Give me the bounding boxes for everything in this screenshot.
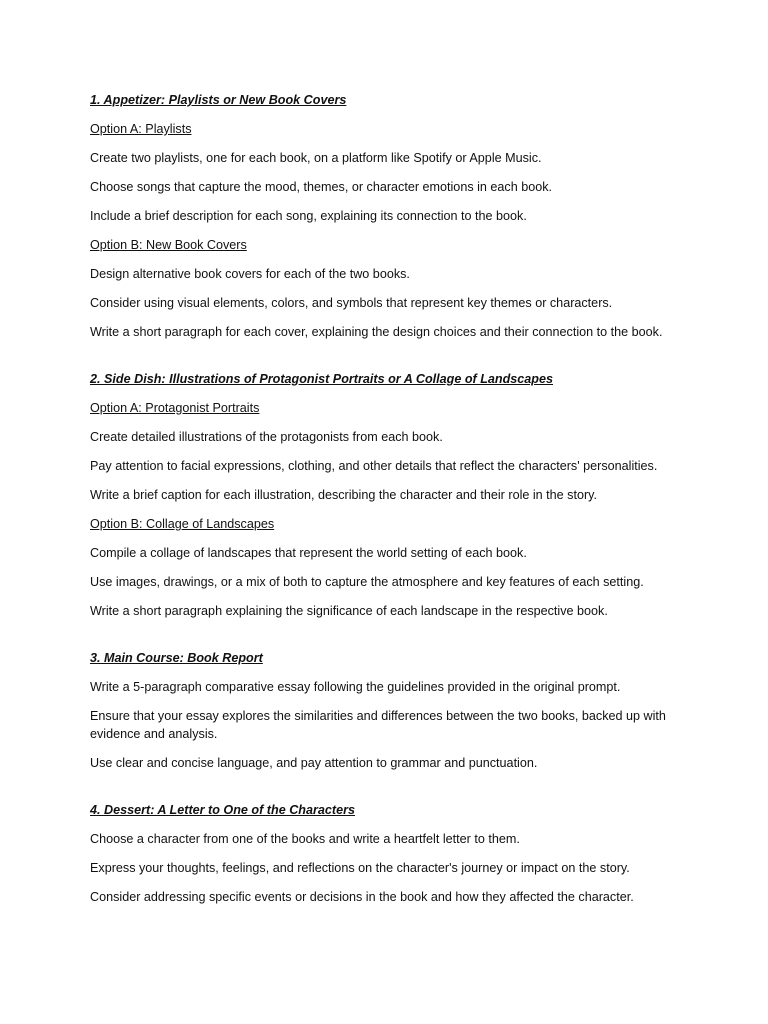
body-line: Write a short paragraph for each cover, explaining the design choices and their connection to the book. bbox=[90, 325, 663, 339]
section-dessert bbox=[90, 802, 690, 907]
body-line: Choose songs that capture the mood, themes, or character emotions in each book. bbox=[90, 180, 553, 194]
section-heading: 2. Side Dish: Illustrations of Protagonist Portraits or A Collage of Landscapes bbox=[90, 372, 554, 386]
section-side-dish bbox=[90, 371, 690, 621]
body-line: Write a 5-paragraph comparative essay following the guidelines provided in the original prompt. bbox=[90, 680, 621, 694]
body-line: Use clear and concise language, and pay attention to grammar and punctuation. bbox=[90, 755, 538, 770]
section-heading: 4. Dessert: A Letter to One of the Characters bbox=[90, 802, 356, 817]
body-line: Design alternative book covers for each of the two books. bbox=[90, 267, 410, 281]
option-heading: Option A: Protagonist Portraits bbox=[90, 401, 260, 415]
body-line: Ensure that your essay explores the similarities and differences between the two books, backed up with evidence and analysis. bbox=[90, 709, 666, 741]
body-line: Create two playlists, one for each book, on a platform like Spotify or Apple Music. bbox=[90, 151, 542, 165]
section-heading: 3. Main Course: Book Report bbox=[90, 651, 263, 665]
section-spacer bbox=[90, 784, 690, 802]
section-spacer bbox=[90, 632, 690, 650]
body-line: Create detailed illustrations of the protagonists from each book. bbox=[90, 430, 443, 444]
body-line: Compile a collage of landscapes that represent the world setting of each book. bbox=[90, 546, 527, 560]
section-main-course bbox=[90, 650, 690, 772]
body-line: Express your thoughts, feelings, and reflections on the character's journey or impact on the story. bbox=[90, 860, 630, 875]
section-heading: 1. Appetizer: Playlists or New Book Covers bbox=[90, 93, 347, 107]
body-line: Use images, drawings, or a mix of both to capture the atmosphere and key features of each setting. bbox=[90, 575, 644, 589]
body-line: Consider using visual elements, colors, and symbols that represent key themes or characters. bbox=[90, 296, 613, 310]
body-line: Choose a character from one of the books and write a heartfelt letter to them. bbox=[90, 831, 520, 846]
option-heading: Option B: New Book Covers bbox=[90, 238, 247, 252]
body-line: Pay attention to facial expressions, clothing, and other details that reflect the characters' personalities. bbox=[90, 459, 658, 473]
body-line: Write a short paragraph explaining the significance of each landscape in the respective book. bbox=[90, 604, 608, 618]
document-page bbox=[90, 92, 690, 918]
option-heading: Option A: Playlists bbox=[90, 122, 192, 136]
body-line: Include a brief description for each song, explaining its connection to the book. bbox=[90, 209, 527, 223]
section-spacer bbox=[90, 353, 690, 371]
body-line: Write a brief caption for each illustration, describing the character and their role in the story. bbox=[90, 488, 598, 502]
section-appetizer bbox=[90, 92, 690, 342]
body-line: Consider addressing specific events or decisions in the book and how they affected the character. bbox=[90, 889, 634, 904]
option-heading: Option B: Collage of Landscapes bbox=[90, 517, 275, 531]
